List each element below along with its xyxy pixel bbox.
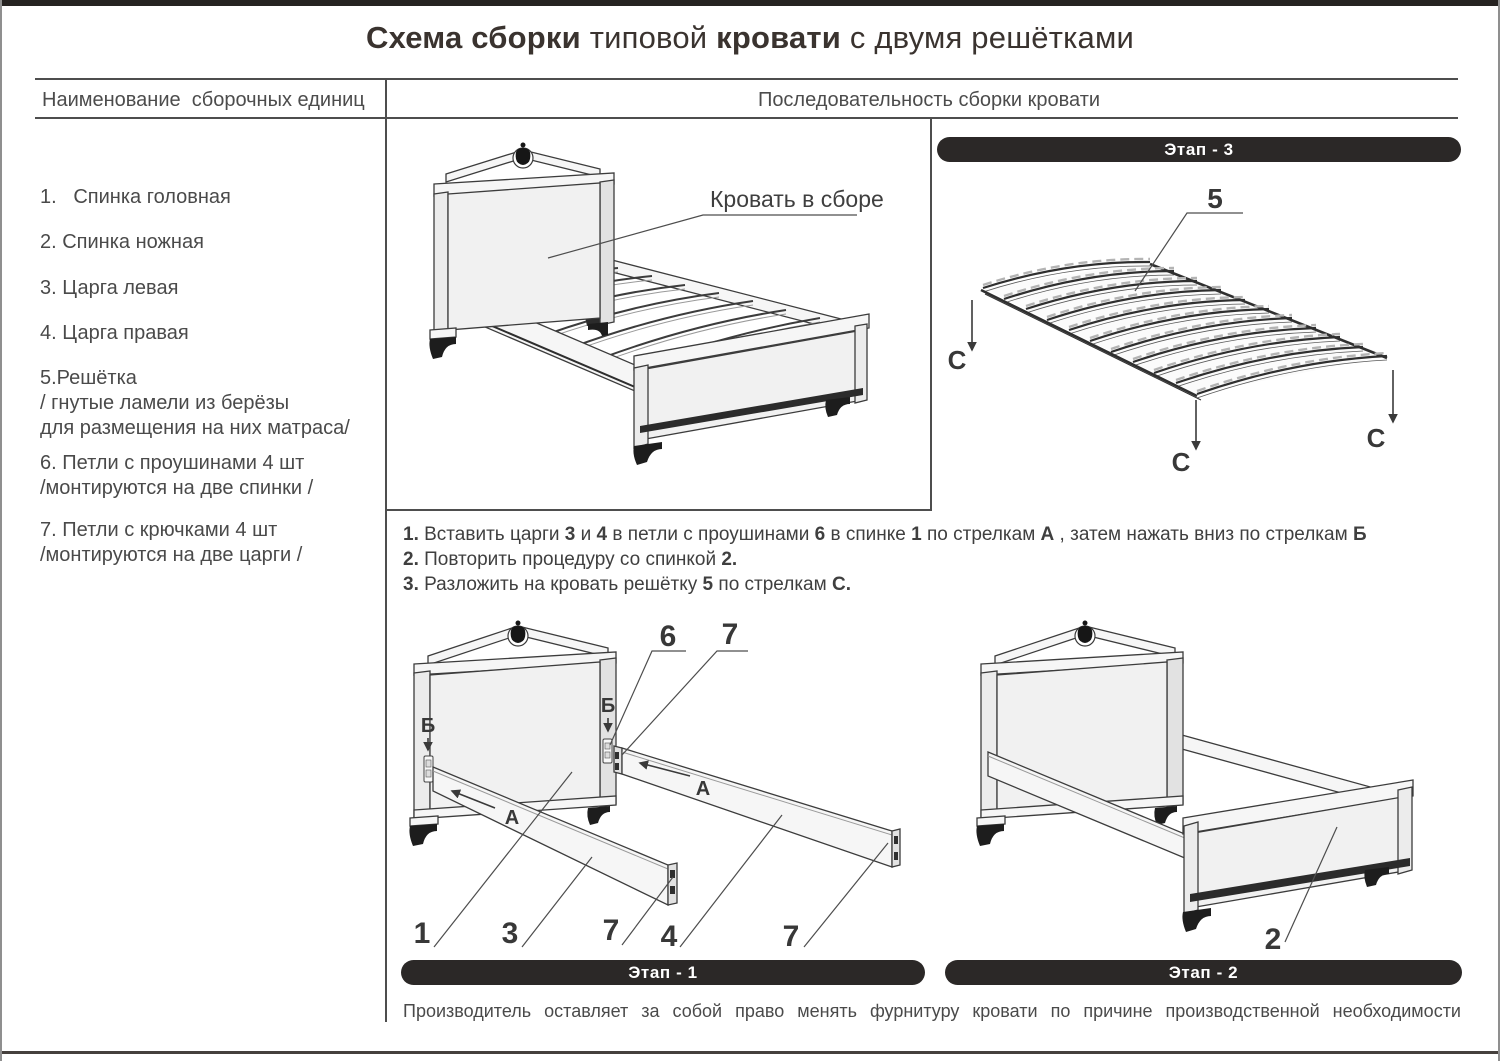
assembled-bed-drawing (390, 128, 930, 508)
list-item: 5.Решётка / гнутые ламели из берёзы для размещения на них матраса/ (40, 367, 350, 439)
side-rail-4 (614, 746, 900, 867)
arrow-c-middle (1172, 400, 1196, 477)
instruction-line: 1. Вставить царги 3 и 4 в петли с проушинами 6 в спинке 1 по стрелкам А , затем нажать вниз по стрелкам Б (403, 524, 1367, 545)
list-item: 2. Спинка ножная (40, 231, 204, 253)
assembled-bed-label: Кровать в сборе (710, 186, 884, 212)
part3-leader (522, 857, 592, 947)
part-label-4: 4 (660, 920, 678, 953)
manufacturer-note: Производитель оставляет за собой право менять фурнитуру кровати по причине производственной необходимости (403, 1001, 1461, 1021)
list-item: 7. Петли с крючками 4 шт /монтируются на две царги / (40, 519, 303, 566)
arrow-letter-a: А (504, 807, 520, 829)
headboard-right-foot (588, 322, 608, 336)
loop-hinge-left (424, 756, 433, 782)
arrow-c-right (1367, 370, 1393, 453)
stage-2-drawing (945, 612, 1462, 956)
arrow-letter-c: С (1171, 447, 1191, 477)
part-label-7: 7 (721, 618, 739, 651)
footboard-far-foot (825, 397, 850, 417)
headboard-left-foot (976, 824, 1004, 846)
arrow-letter-b: Б (420, 715, 436, 737)
part4-leader (680, 815, 782, 947)
headboard-right-foot (587, 806, 610, 825)
header-divider (35, 117, 1458, 119)
footboard-part (1182, 780, 1413, 932)
list-item: 3. Царга левая (40, 277, 179, 299)
arrow-letter-b: Б (600, 695, 616, 717)
part-label-1: 1 (413, 917, 431, 950)
stage-1-drawing (400, 612, 930, 956)
arrow-letter-c: С (947, 345, 967, 375)
part-label-6: 6 (659, 620, 677, 653)
arrow-letter-a: А (695, 778, 711, 800)
assembled-bed-cell-right-border (930, 119, 932, 511)
page-left-border (0, 0, 2, 1061)
page-top-border (0, 0, 1500, 6)
part-label-3: 3 (501, 917, 519, 950)
parts-column-header: Наименование сборочных единиц (42, 89, 365, 111)
stage-2-banner: Этап - 2 (945, 960, 1462, 985)
assembled-bed-cell-bottom-border (387, 509, 932, 511)
list-item: 1. Спинка головная (40, 186, 231, 208)
finial-ornament (516, 148, 531, 165)
title-divider (35, 78, 1458, 80)
part7-leader (622, 651, 748, 755)
page-bottom-border (0, 1051, 1500, 1054)
footboard-far-foot (1364, 867, 1389, 887)
assembly-instructions (403, 522, 1463, 597)
instruction-line: 3. Разложить на кровать решётку 5 по стрелкам С. (403, 574, 851, 595)
part-label-7a: 7 (602, 914, 620, 947)
slat-base-drawing (935, 166, 1465, 518)
finial-ornament (511, 626, 526, 643)
part-label-5: 5 (1207, 183, 1223, 214)
footboard-near-foot (1182, 908, 1211, 932)
stage-1-banner: Этап - 1 (401, 960, 925, 985)
part-label-7b: 7 (782, 920, 800, 953)
headboard-left-foot (429, 337, 456, 359)
instruction-line: 2. Повторить процедуру со спинкой 2. (403, 549, 738, 570)
arrow-c-left (948, 300, 972, 375)
list-item: 4. Царга правая (40, 322, 189, 344)
sequence-column-header: Последовательность сборки кровати (757, 89, 1101, 111)
headboard-left-foot (409, 824, 437, 846)
part7b-leader (804, 843, 888, 947)
arrow-letter-c: С (1366, 423, 1386, 453)
page-title: Схема сборки типовой кровати с двумя решётками (365, 20, 1135, 55)
finial-ornament (1078, 626, 1093, 643)
column-divider (385, 80, 387, 1022)
part-label-2: 2 (1264, 923, 1282, 956)
stage-3-banner: Этап - 3 (937, 137, 1461, 162)
list-item: 6. Петли с проушинами 4 шт /монтируются на две спинки / (40, 452, 314, 499)
